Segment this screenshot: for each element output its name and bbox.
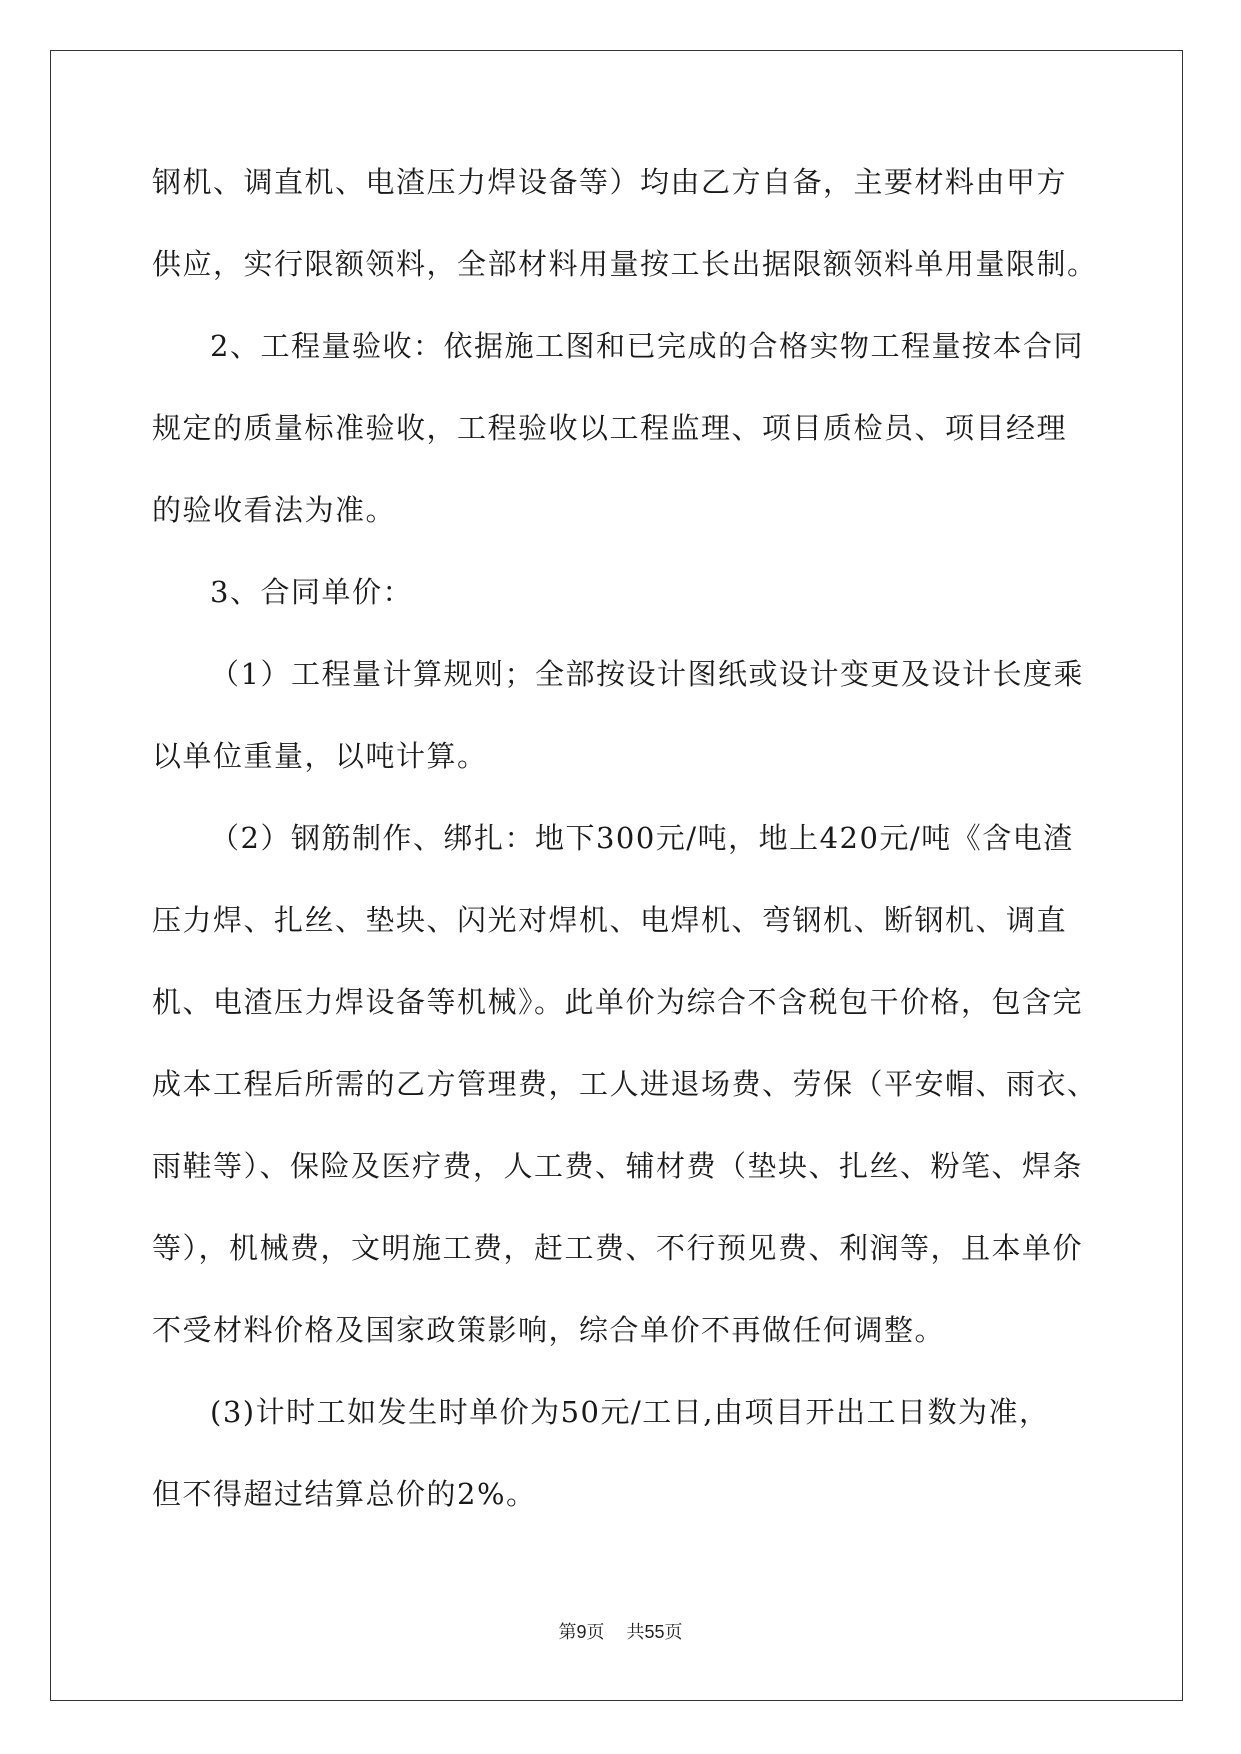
text-line: 的验收看法为准。 bbox=[152, 493, 397, 527]
section-heading: 3、合同单价： bbox=[210, 575, 413, 609]
total-suffix: 页 bbox=[664, 1622, 683, 1643]
paragraph-line: （1）工程量计算规则；全部按设计图纸或设计变更及设计长度乘 bbox=[210, 657, 1084, 691]
page-footer bbox=[0, 1618, 1241, 1644]
page-number: 9 bbox=[576, 1622, 587, 1642]
total-pages: 55 bbox=[644, 1622, 665, 1642]
text-line: 压力焊、扎丝、垫块、闪光对焊机、电焊机、弯钢机、断钢机、调直 bbox=[152, 903, 1068, 937]
text-line: 不受材料价格及国家政策影响，综合单价不再做任何调整。 bbox=[152, 1313, 946, 1347]
text-line: 钢机、调直机、电渣压力焊设备等）均由乙方自备，主要材料由甲方 bbox=[152, 165, 1068, 199]
text-line: 等），机械费，文明施工费，赶工费、不行预见费、利润等，且本单价 bbox=[152, 1231, 1084, 1265]
document-body bbox=[152, 164, 1098, 1558]
text-line: 雨鞋等）、保险及医疗费，人工费、辅材费（垫块、扎丝、粉笔、焊条 bbox=[152, 1149, 1084, 1183]
text-line: 供应，实行限额领料，全部材料用量按工长出据限额领料单用量限制。 bbox=[152, 247, 1098, 281]
page-prefix: 第 bbox=[558, 1622, 577, 1643]
page-suffix: 页 bbox=[586, 1622, 605, 1643]
text-line: 但不得超过结算总价的2%。 bbox=[152, 1477, 537, 1511]
paragraph-line: 2、工程量验收：依据施工图和已完成的合格实物工程量按本合同 bbox=[210, 329, 1084, 363]
paragraph-line: （2）钢筋制作、绑扎：地下300元/吨，地上420元/吨《含电渣 bbox=[210, 821, 1074, 855]
paragraph-line: (3)计时工如发生时单价为50元/工日,由项目开出工日数为准， bbox=[210, 1395, 1050, 1429]
text-line: 成本工程后所需的乙方管理费，工人进退场费、劳保（平安帽、雨衣、 bbox=[152, 1067, 1098, 1101]
text-line: 机、电渣压力焊设备等机械》。此单价为综合不含税包干价格，包含完 bbox=[152, 985, 1084, 1019]
text-line: 规定的质量标准验收，工程验收以工程监理、项目质检员、项目经理 bbox=[152, 411, 1068, 445]
text-line: 以单位重量，以吨计算。 bbox=[152, 739, 488, 773]
total-prefix: 共 bbox=[626, 1622, 645, 1643]
